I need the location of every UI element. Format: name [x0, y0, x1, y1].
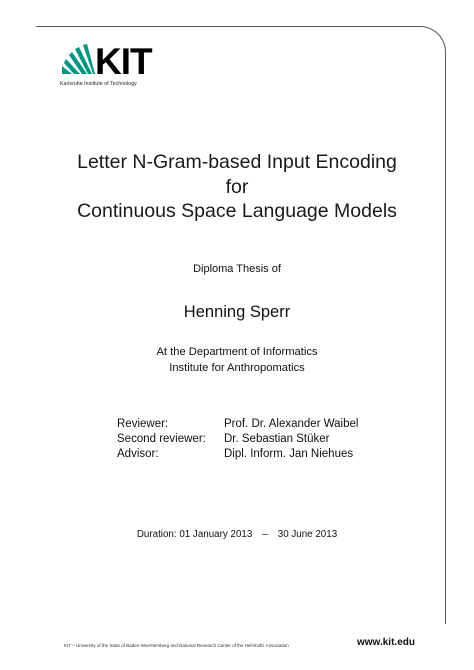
kit-logo-rays-icon — [62, 44, 95, 74]
author-name: Henning Sperr — [183, 303, 291, 321]
reviewer-list — [117, 417, 358, 462]
department-block — [0, 345, 474, 376]
title-line-1: Letter N-Gram-based Input Encoding — [77, 151, 397, 173]
reviewer-row — [117, 417, 358, 432]
duration-line — [0, 529, 474, 540]
reviewer-row — [117, 432, 358, 447]
title-line-3: Continuous Space Language Models — [77, 200, 397, 222]
duration-start: Duration: 01 January 2013 — [136, 529, 253, 540]
footer-text: KIT – University of the State of Baden-Wuerttemberg and National Research Center of the Helmholtz Association — [64, 643, 289, 648]
duration-end: 30 June 2013 — [277, 529, 338, 540]
reviewer-name: Dipl. Inform. Jan Niehues — [224, 448, 354, 460]
reviewer-row — [117, 447, 358, 462]
footer-url-link[interactable]: www.kit.edu — [357, 637, 415, 648]
duration-separator: – — [262, 529, 268, 540]
reviewer-name: Dr. Sebastian Stüker — [224, 433, 330, 445]
reviewer-name: Prof. Dr. Alexander Waibel — [224, 418, 359, 430]
thesis-type-label: Diploma Thesis of — [193, 263, 281, 275]
reviewer-role: Second reviewer: — [117, 433, 206, 445]
thesis-title — [0, 150, 474, 224]
department-line-1: At the Department of Informatics — [156, 346, 318, 358]
kit-wordmark: KIT — [95, 41, 152, 82]
department-line-2: Institute for Anthropomatics — [169, 361, 305, 374]
title-line-2: for — [225, 175, 249, 198]
reviewer-role: Advisor: — [117, 448, 159, 460]
kit-logo-subtitle: Karlsruhe Institute of Technology — [60, 81, 137, 87]
reviewer-role: Reviewer: — [117, 418, 169, 430]
